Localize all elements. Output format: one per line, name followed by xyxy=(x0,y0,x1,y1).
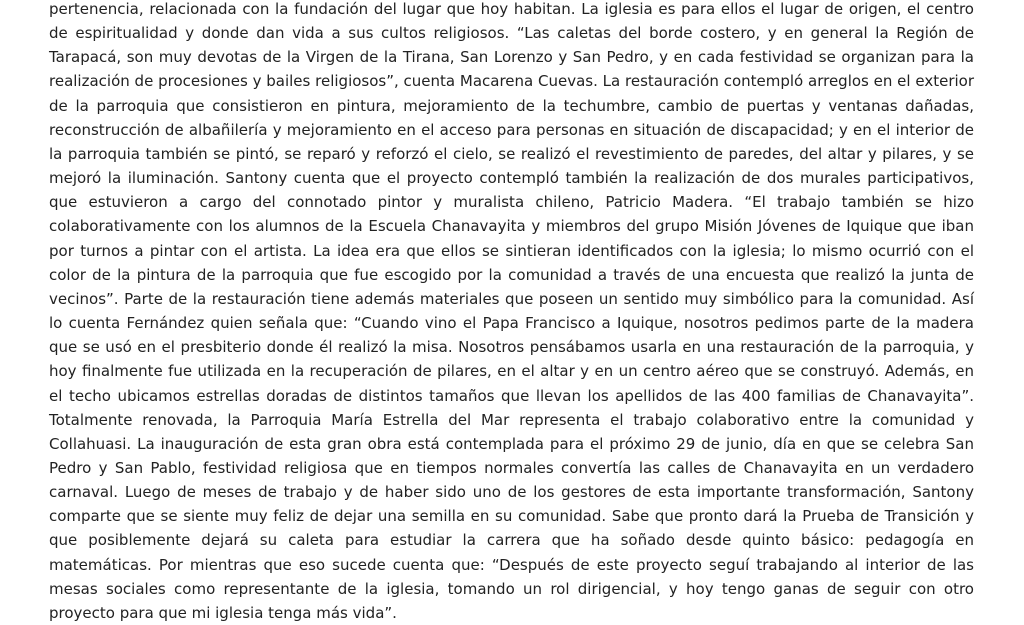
article-paragraph: pertenencia, relacionada con la fundación del lugar que hoy habitan. La iglesia es para ellos el lugar de origen, el centro de espiritualidad y donde dan vida a sus cultos religiosos. “Las caletas del borde costero, y en general la Región de Tarapacá, son muy devotas de la Virgen de la Tirana, San Lorenzo y San Pedro, y en cada festividad se organizan para la realización de procesiones y bailes religiosos”, cuenta Macarena Cuevas. La restauración contempló arreglos en el exterior de la parroquia que consistieron en pintura, mejoramiento de la techumbre, cambio de puertas y ventanas dañadas, reconstrucción de albañilería y mejoramiento en el acceso para personas en situación de discapacidad; y en el interior de la parroquia también se pintó, se reparó y reforzó el cielo, se realizó el revestimiento de paredes, del altar y pilares, y se mejoró la iluminación. Santony cuenta que el proyecto contempló también la realización de dos murales participativos, que estuvieron a cargo del connotado pintor y muralista chileno, Patricio Madera. “El trabajo también se hizo colaborativamente con los alumnos de la Escuela Chanavayita y miembros del grupo Misión Jóvenes de Iquique que iban por turnos a pintar con el artista. La idea era que ellos se sintieran identificados con la iglesia; lo mismo ocurrió con el color de la pintura de la parroquia que fue escogido por la comunidad a través de una encuesta que realizó la junta de vecinos”. Parte de la restauración tiene además materiales que poseen un sentido muy simbólico para la comunidad. Así lo cuenta Fernández quien señala que: “Cuando vino el Papa Francisco a Iquique, nosotros pedimos parte de la madera que se usó en el presbiterio donde él realizó la misa. Nosotros pensábamos usarla en una restauración de la parroquia, y hoy finalmente fue utilizada en la recuperación de pilares, en el altar y en un centro aéreo que se construyó. Además, en el techo ubicamos estrellas doradas de distintos tamaños que llevan los apellidos de las 400 familias de Chanavayita”. Totalmente renovada, la Parroquia María Estrella del Mar representa el trabajo colaborativo entre la comunidad y Collahuasi. La inauguración de esta gran obra está contemplada para el próximo 29 de junio, día en que se celebra San Pedro y San Pablo, festividad religiosa que en tiempos normales convertía las calles de Chanavayita en un verdadero carnaval. Luego de meses de trabajo y de haber sido uno de los gestores de esta importante transformación, Santony comparte que se siente muy feliz de dejar una semilla en su comunidad. Sabe que pronto dará la Prueba de Transición y que posiblemente dejará su caleta para estudiar la carrera que ha soñado desde quinto básico: pedagogía en matemáticas. Por mientras que eso sucede cuenta que: “Después de este proyecto seguí trabajando al interior de las mesas sociales como representante de la iglesia, tomando un rol dirigencial, y hoy tengo ganas de seguir con otro proyecto para que mi iglesia tenga más vida”. xyxy=(49,0,974,622)
article-body xyxy=(49,0,974,625)
